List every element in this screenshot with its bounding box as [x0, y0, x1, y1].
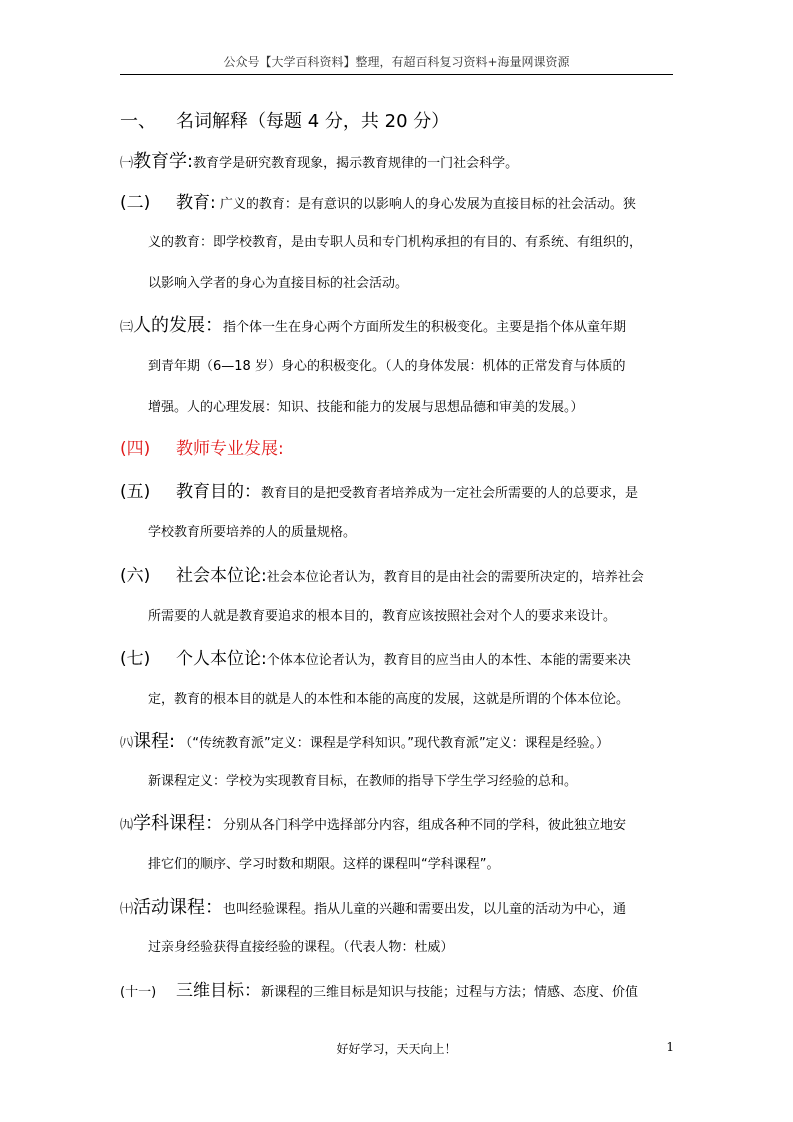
entry-11-sep: ： [244, 981, 261, 1001]
entry-6-line-1 [120, 566, 644, 588]
entry-6-text-1: 社会本位论者认为，教育目的是由社会的需要所决定的，培养社会 [266, 570, 644, 585]
entry-1-text-1: 教育学是研究教育现象，揭示教育规律的一门社会科学。 [193, 156, 519, 171]
entry-3-text-1: 指个体一生在身心两个方面所发生的积极变化。主要是指个体从童年期 [223, 320, 627, 335]
entry-9-sep: ： [205, 813, 224, 834]
entry-11-text-1: 新课程的三维目标是知识与技能；过程与方法；情感、态度、价值 [261, 985, 639, 1000]
entry-3-line-2: 到青年期（6—18 岁）身心的积极变化。（人的身体发展：机体的正常发育与体质的 [148, 359, 626, 374]
entry-5-term: 教育目的 [176, 482, 244, 502]
entry-10-term: 活动课程 [133, 897, 206, 918]
entry-2-term: 教育 [176, 193, 210, 213]
entry-3-line-1 [120, 316, 626, 338]
entry-10-text-1: 也叫经验课程。指从儿童的兴趣和需要出发，以儿童的活动为中心，通 [223, 902, 627, 917]
entry-7-line-2: 定，教育的根本目的就是人的本性和本能的高度的发展，这就是所谓的个体本位论。 [148, 692, 630, 707]
entry-5-text-1: 教育目的是把受教育者培养成为一定社会所需要的人的总要求，是 [261, 486, 639, 501]
page-header: 公众号【大学百科资料】整理，有超百科复习资料+海量网课资源 [223, 55, 570, 69]
entry-4-term: 教师专业发展 [176, 439, 278, 459]
entry-5-sep: ： [244, 482, 261, 502]
entry-9-line-2: 排它们的顺序、学习时数和期限。这样的课程叫“学科课程”。 [148, 857, 500, 872]
section-title [120, 107, 449, 133]
entry-8-marker: ㈧ [120, 736, 134, 751]
entry-3-term: 人的发展 [133, 315, 206, 336]
entry-2-sep: : [210, 193, 216, 213]
entry-11-marker: (十一) [120, 985, 157, 1000]
entry-4-line-1 [120, 439, 284, 461]
entry-7-line-1 [120, 649, 631, 671]
section-number: 一、 [120, 111, 156, 132]
entry-6-term: 社会本位论 [176, 566, 261, 586]
entry-4-sep: : [278, 439, 284, 459]
entry-7-term: 个人本位论 [176, 649, 261, 669]
entry-9-term: 学科课程 [133, 813, 206, 834]
entry-2-marker: (二) [120, 193, 151, 213]
entry-1-term: 教育学 [133, 151, 188, 172]
entry-10-line-1 [120, 898, 626, 920]
entry-3-marker: ㈢ [120, 320, 134, 335]
entry-8-line-1 [120, 732, 609, 754]
entry-9-text-1: 分别从各门科学中选择部分内容，组成各种不同的学科，彼此独立地安 [223, 818, 627, 833]
entry-8-sep: : [169, 731, 176, 752]
entry-8-term: 课程 [133, 731, 170, 752]
page-footer: 好好学习，天天向上！ [336, 1042, 457, 1056]
entry-3-sep: ： [205, 315, 224, 336]
entry-10-marker: ㈩ [120, 902, 134, 917]
entry-1-marker: ㈠ [120, 156, 134, 171]
entry-2-line-3: 以影响入学者的身心为直接目标的社会活动。 [148, 276, 409, 291]
entry-1-sep: : [187, 151, 194, 172]
page-number: 1 [666, 1040, 674, 1054]
entry-5-line-1 [120, 482, 638, 504]
entry-11-line-1 [120, 981, 638, 1003]
entry-6-marker: (六) [120, 566, 151, 586]
section-title-text: 名词解释（每题 4 分，共 20 分） [176, 111, 450, 132]
entry-9-line-1 [120, 814, 626, 836]
entry-11-term: 三维目标 [176, 981, 244, 1001]
entry-2-line-2: 义的教育：即学校教育，是由专职人员和专门机构承担的有目的、有系统、有组织的， [148, 235, 643, 250]
entry-6-sep: : [261, 566, 267, 586]
entry-4-marker: (四) [120, 439, 151, 459]
entry-6-line-2: 所需要的人就是教育要追求的根本目的，教育应该按照社会对个人的要求来设计。 [148, 609, 617, 624]
entry-7-text-1: 个体本位论者认为，教育目的应当由人的本性、本能的需要来决 [266, 653, 631, 668]
entry-3-line-3: 增强。人的心理发展：知识、技能和能力的发展与思想品德和审美的发展。） [148, 400, 584, 415]
entry-10-sep: ： [205, 897, 224, 918]
entry-2-line-1 [120, 193, 636, 215]
entry-7-marker: (七) [120, 649, 151, 669]
entry-5-line-2: 学校教育所要培养的人的质量规格。 [148, 525, 357, 540]
entry-9-marker: ㈨ [120, 818, 134, 833]
header-rule [120, 74, 673, 75]
entry-1-line-1 [120, 152, 518, 174]
entry-8-line-2: 新课程定义：学校为实现教育目标，在教师的指导下学生学习经验的总和。 [148, 774, 578, 789]
entry-7-sep: : [261, 649, 267, 669]
entry-2-text-1: 广义的教育：是有意识的以影响人的身心发展为直接目标的社会活动。狭 [219, 197, 636, 212]
entry-10-line-2: 过亲身经验获得直接经验的课程。（代表人物：杜威） [148, 940, 454, 955]
entry-8-text-1: （“传统教育派”定义：课程是学科知识。”现代教育派”定义：课程是经验。） [179, 736, 610, 751]
entry-5-marker: (五) [120, 482, 151, 502]
